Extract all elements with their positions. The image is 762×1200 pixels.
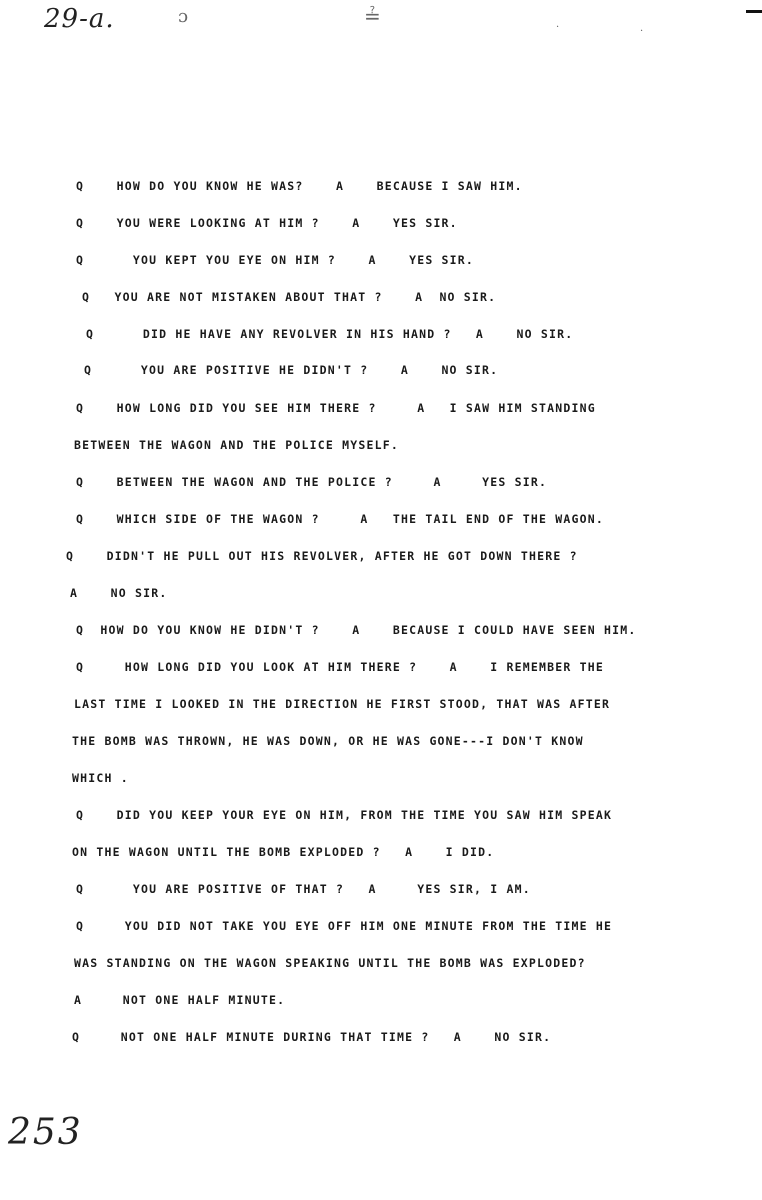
transcript-line: Q HOW DO YOU KNOW HE WAS? A BECAUSE I SAW HIM. [76,179,523,193]
transcript-line: Q DIDN'T HE PULL OUT HIS REVOLVER, AFTER HE GOT DOWN THERE ? [66,549,578,563]
transcript-line: Q YOU WERE LOOKING AT HIM ? A YES SIR. [76,216,458,230]
transcript-line: Q YOU ARE POSITIVE HE DIDN'T ? A NO SIR. [84,363,499,377]
transcript-line: Q NOT ONE HALF MINUTE DURING THAT TIME ? A NO SIR. [72,1030,552,1044]
transcript-line: LAST TIME I LOOKED IN THE DIRECTION HE FIRST STOOD, THAT WAS AFTER [74,697,611,711]
transcript-line: WAS STANDING ON THE WAGON SPEAKING UNTIL THE BOMB WAS EXPLODED? [74,956,586,970]
handwritten-page-number: 253 [8,1112,83,1153]
handwritten-header-mark: 29-a. [44,4,115,34]
transcript-line: Q BETWEEN THE WAGON AND THE POLICE ? A YES SIR. [76,475,548,489]
transcript-line: BETWEEN THE WAGON AND THE POLICE MYSELF. [74,438,399,452]
edge-mark [746,10,762,13]
transcript-line: THE BOMB WAS THROWN, HE WAS DOWN, OR HE WAS GONE---I DON'T KNOW [72,734,584,748]
transcript-line: Q HOW DO YOU KNOW HE DIDN'T ? A BECAUSE I COULD HAVE SEEN HIM. [76,623,637,637]
ink-dot-icon: · [640,26,644,37]
ink-smudge-icon: ≟ [364,4,381,28]
transcript-line: Q WHICH SIDE OF THE WAGON ? A THE TAIL END OF THE WAGON. [76,512,605,526]
transcript-line: Q YOU DID NOT TAKE YOU EYE OFF HIM ONE MINUTE FROM THE TIME HE [76,919,613,933]
transcript-line: Q HOW LONG DID YOU SEE HIM THERE ? A I SAW HIM STANDING [76,401,596,415]
transcript-line: Q DID HE HAVE ANY REVOLVER IN HIS HAND ? A NO SIR. [86,327,574,341]
transcript-line: WHICH . [72,771,129,785]
transcript-line: Q YOU ARE NOT MISTAKEN ABOUT THAT ? A NO SIR. [82,290,497,304]
ink-smudge-icon: ɔ [178,6,189,27]
transcript-line: A NO SIR. [70,586,168,600]
ink-dot-icon: · [556,22,560,33]
transcript-line: Q YOU ARE POSITIVE OF THAT ? A YES SIR, I AM. [76,882,531,896]
transcript-line: Q DID YOU KEEP YOUR EYE ON HIM, FROM THE TIME YOU SAW HIM SPEAK [76,808,613,822]
transcript-line: ON THE WAGON UNTIL THE BOMB EXPLODED ? A I DID. [72,845,495,859]
transcript-line: Q YOU KEPT YOU EYE ON HIM ? A YES SIR. [76,253,475,267]
transcript-line: Q HOW LONG DID YOU LOOK AT HIM THERE ? A I REMEMBER THE [76,660,605,674]
transcript-line: A NOT ONE HALF MINUTE. [74,993,286,1007]
